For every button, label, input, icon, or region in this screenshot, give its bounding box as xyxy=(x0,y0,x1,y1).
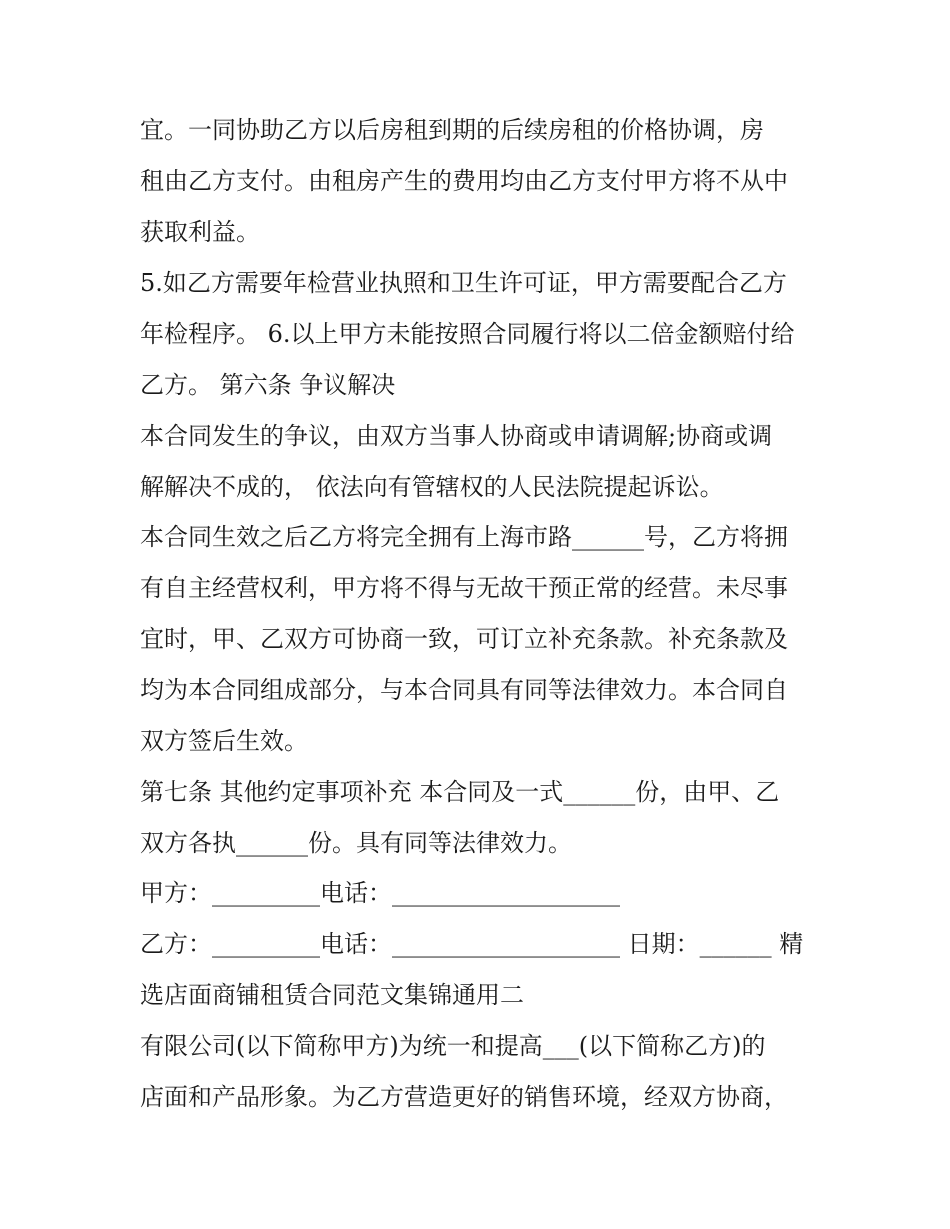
text-line: 年检程序。 6.以上甲方未能按照合同履行将以二倍金额赔付给 xyxy=(140,320,795,348)
text-line: 均为本合同组成部分，与本合同具有同等法律效力。本合同自 xyxy=(140,676,788,704)
signature-line-party-a: 甲方：_________电话：___________________ xyxy=(140,879,620,907)
text-line: 宜时，甲、乙双方可协商一致，可订立补充条款。补充条款及 xyxy=(140,625,788,653)
text-line: 有限公司(以下简称甲方)为统一和提高___(以下简称乙方)的 xyxy=(140,1032,766,1060)
text-line: 乙方。 第六条 争议解决 xyxy=(140,371,396,399)
text-line: 宜。一同协助乙方以后房租到期的后续房租的价格协调，房 xyxy=(140,116,764,144)
text-line: 租由乙方支付。由租房产生的费用均由乙方支付甲方将不从中 xyxy=(140,167,788,195)
text-line: 本合同生效之后乙方将完全拥有上海市路______号，乙方将拥 xyxy=(140,523,788,551)
section-heading: 选店面商铺租赁合同范文集锦通用二 xyxy=(140,981,524,1009)
text-line: 双方各执______份。具有同等法律效力。 xyxy=(140,829,572,857)
text-line: 本合同发生的争议，由双方当事人协商或申请调解;协商或调 xyxy=(140,422,773,450)
text-line: 5.如乙方需要年检营业执照和卫生许可证，甲方需要配合乙方 xyxy=(140,269,787,297)
text-line: 第七条 其他约定事项补充 本合同及一式______份，由甲、乙 xyxy=(140,778,780,806)
text-line: 解解决不成的， 依法向有管辖权的人民法院提起诉讼。 xyxy=(140,473,724,501)
signature-line-party-b: 乙方：_________电话：___________________ 日期：______ 精 xyxy=(140,930,804,958)
text-line: 双方签后生效。 xyxy=(140,727,308,755)
text-line: 店面和产品形象。为乙方营造更好的销售环境，经双方协商， xyxy=(140,1083,788,1111)
text-line: 获取利益。 xyxy=(140,218,260,246)
text-line: 有自主经营权利，甲方将不得与无故干预正常的经营。未尽事 xyxy=(140,574,788,602)
